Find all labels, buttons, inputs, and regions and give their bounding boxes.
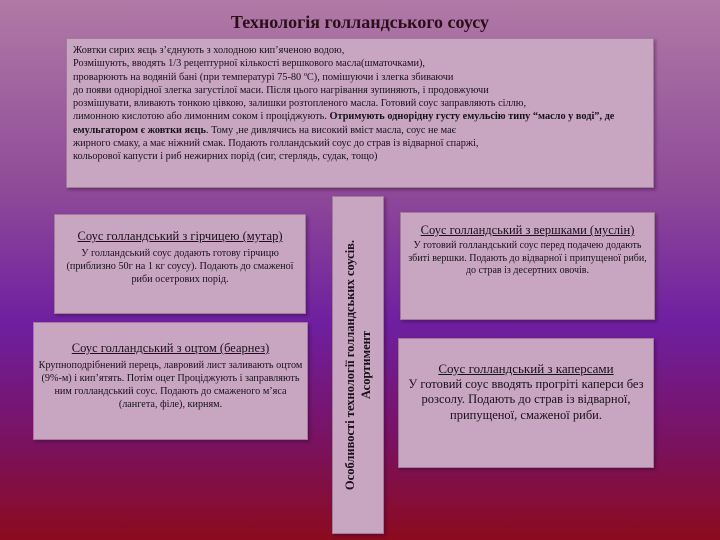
card-body: У голландський соус додають готову гірчицю (приблизно 50г на 1 кг соусу). Подають до смаженої риби осетрових порід. [66,248,294,285]
intro-line: до появи однорідної злегка загустілої маси. Після цього нагрівання зупиняють, і продовжуючи [73,84,489,96]
intro-line-text: лимонною кислотою або лимонним соком і проціджують. [73,111,327,123]
vertical-label-box [332,196,384,534]
intro-line: проварюють на водяній бані (при температурі 75-80 ºС), помішуючи і злегка збиваючи [73,71,454,83]
card-vinegar-sauce [33,322,308,440]
vertical-label [342,198,374,532]
intro-line [73,110,647,137]
vertical-label-line: Асортимент [359,330,373,400]
card-capers-sauce [398,338,654,468]
intro-line: Жовтки сирих яєць з’єднують з холодною кип’яченою водою, [73,45,345,56]
vertical-label-line: Особливості технології голландських соусів. [343,239,357,491]
card-title: Соус голландський з оцтом (беарнез) [71,341,270,355]
intro-emphasis: Отримують однорідну густу емульсію типу “масло у воді”, де емульгатором є жовтки яєць [73,111,615,136]
card-body: У готовий соус вводять прогріті каперси без розсолу. Подають до страв із відварної, припущеної, смаженої риби. [408,376,644,422]
intro-line: Розмішують, вводять 1/3 рецептурної кількості вершкового масла(шматочками), [73,58,426,70]
intro-line: кольорової капусти і риб нежирних порід (сиг, стерлядь, судак, тощо) [73,151,378,163]
card-cream-sauce [400,212,655,320]
card-mustard-sauce [54,214,306,314]
card-title: Соус голландський з гірчицею (мутар) [77,229,283,243]
card-body: Крупноподрібнений перець, лавровий лист заливають оцтом (9%-м) і кип’ятять. Потім оцет Проціджують і заправляють ним голландський соус. Подають до смаженого м’яса (лангета, філе), кирням. [38,360,303,410]
card-title: Соус голландський з каперсами [438,361,614,376]
intro-text-box [66,38,654,188]
intro-line: жирного смаку, а має ніжний смак. Подають голландський соус до страв із відварної спаржі, [73,138,479,150]
intro-line-tail: . Тому ,не дивлячись на високий вміст масла, соус не має [205,124,457,136]
page-title: Технологія голландського соусу [230,12,490,32]
intro-line: розмішувати, вливають тонкою цівкою, залишки розтопленого масла. Готовий соус заправляють сіллю, [73,98,527,110]
card-title: Соус голландський з вершками (муслін) [420,223,635,237]
card-body: У готовий голландський соус перед подачею додають збиті вершки. Подають до відварної і припущеної риби, до страв із десертних овочів. [408,240,647,277]
